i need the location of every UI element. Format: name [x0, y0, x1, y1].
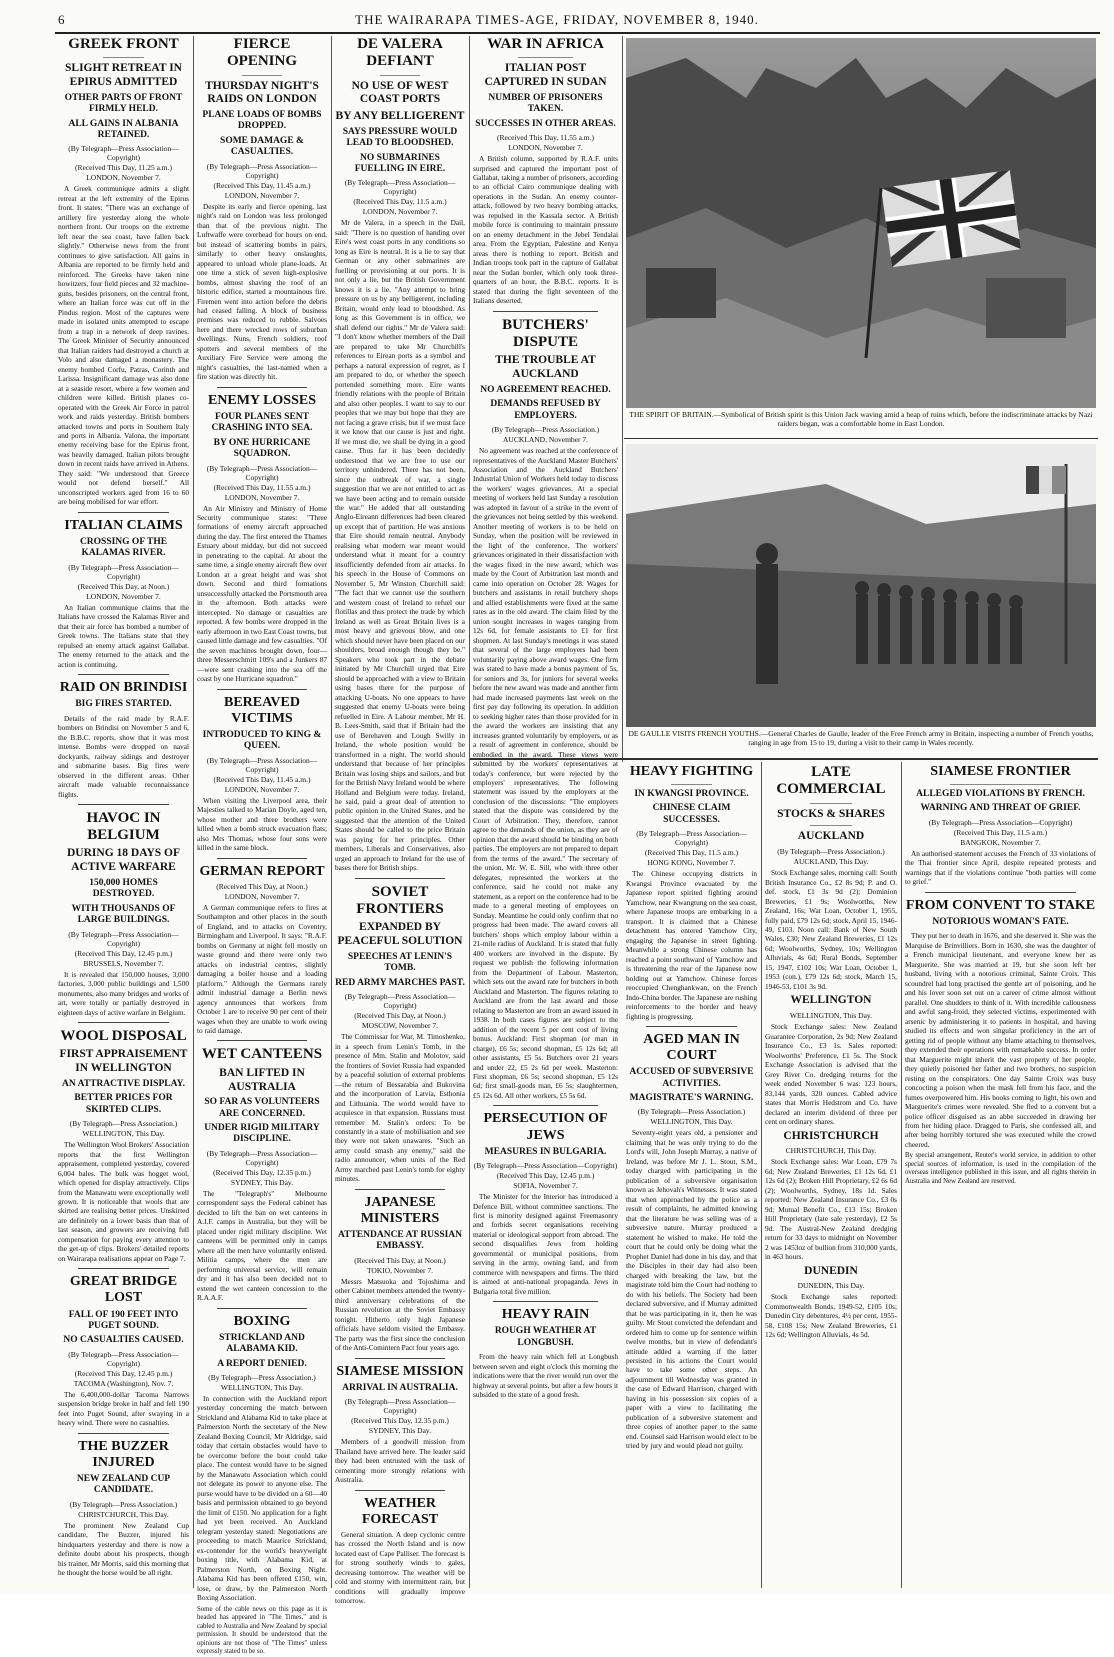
- section-heading: AUCKLAND: [797, 830, 865, 843]
- subheadline: NO CASUALTIES CAUSED.: [63, 1335, 184, 1346]
- article-body: Stock Exchange sales, morning call: South British Insurance Co., £2 8s 9d; P. and O. def. stock, £1 3s 9d (2); Dominion Breweries, £1 9s; Woolworths, New Zealand, 16s; War Loan, October 1, 1955, fully paid, £79 12s 6d; stock, April 15, 1946-49, £103. Noon call: Bank of New South Wales, £30; New Zealand Breweries, £1 12s 6d; Woolworths, Sydney, 10s; Wellington Alluvials, 4s 6d; Rural Bonds, September 15, 1947, £102 10s; War Loan, October 1, 1953 (con.), £79 12s 6d; stock, March 15, 1946-53, £101 3s 9d.: [765, 868, 897, 991]
- cable-notice: Some of the cable news on this page as it is headed has appeared in "The Times," and is cabled to Australia and New Zealand by special permission. It should be understood that the opinions are not those of "The Times" unless expressly stated to be so.: [197, 1605, 327, 1656]
- headline: HEAVY RAIN: [501, 1307, 590, 1323]
- dateline: (By Telegraph—Press Association—Copyright): [473, 1161, 618, 1171]
- section-heading: WELLINGTON: [790, 994, 872, 1007]
- dateline: AUCKLAND, November 7.: [503, 435, 588, 445]
- article-body: They put her to death in 1676, and she deserved it. She was the Marquise de Brinvilliers. Born in 1630, she was the daughter of a French municipal lieutenant, and everyone knew her as Marguerite. She was married at 19, but she soon left her husband, living with a notorious criminal, Sainte Croix. This scoundrel had long practised the gentle art of poisoning, and he and his lover soon set out on a career of crime almost without parallel. One shudders to think of it. With incredible callousness and awful sang-froid, they selected victims, experimented with arsenic by administering it to patients in hospital, and having studied its effects and won singular proficiency in the art of getting rid of people without any blame attaching to themselves, they extended their operations with remarkable success. In order that Marguerite might inherit the vast property of her people, they quietly poisoned her father and two brothers, no suspicion resting on the conspirators. One day Sainte Croix was busy concocting a poison when the mask fell from his face, and the fumes overpowered him. His books coming to light, his own and Marguerite's crimes were revealed. She fled to a convent but a police officer disguised as an abbe succeeded in drawing her from her hiding place. Dragged to Paris, she confessed all, and after being horribly tortured she was executed while the crowd cheered.: [905, 931, 1096, 1149]
- article-body: The Minister for the Interior has introduced a Defence Bill, without committee sanctions. The first is minority designed against Freemasonry and forbids secret organisations receiving material or ideological support from abroad. The second disqualifies Jews from holding governmental or municipal positions, from serving in the army, owning land, and from commerce with newspapers and firms. The third is aimed at anti-national propaganda. Jews in Bulgaria total five million.: [473, 1192, 618, 1296]
- dateline: (By Telegraph—Press Association.): [777, 847, 885, 857]
- divider: [470, 758, 1098, 760]
- article-fierce-opening: [197, 36, 327, 382]
- dateline: LONDON, November 7.: [86, 591, 161, 601]
- article-body: A German communique refers to fires at Southampton and other places in the south of England, and to attacks on Coventry, Birmingham and Liverpool. It says: "R.A.F. bombs on Germany at night fell mostly on waste ground and there were only two attacks on industrial centres, slightly damaging a boiler house and a loading platform." Although the Germans rarely admit industrial damage a Berlin news agency announces that workers from October 1 are to receive 90 per cent of their wages when they are unable to work owing to raid damage.: [197, 902, 327, 1035]
- dateline: (By Telegraph—Press Association—Copyright): [344, 992, 456, 1011]
- subheadline: RED ARMY MARCHES PAST.: [335, 977, 465, 988]
- article-body: From the heavy rain which fell at Longbush between seven and eight o'clock this morning the indications were that the river would run over the highway at several points, but after a few hours it subsided to the state of a good fresh.: [473, 1352, 618, 1400]
- headline: JAPANESE MINISTERS: [360, 1194, 440, 1226]
- article-bereaved-victims: [197, 695, 327, 853]
- article-siamese-mission: [335, 1364, 465, 1485]
- article-body: Mr de Valera, in a speech in the Dail, said: "There is no question of handing over Eire's west coast ports in any conditions so long as Eire is neutral. It is a lie to say that German or any other submarines are fuelling or provisioning at our ports. It is not only a lie, but the British Government knows it is a lie. "Any attempt to bring pressure on us by any belligerent, including Britain, would only lead to bloodshed. As long as this Government is in office, we shall defend our rights." Mr de Valera said: "I don't know whether members of the Dail are prepared to take Mr Churchill's references to Eirean ports as a symbol and perhaps a natural expression of regret, as I am prepared to do, or whether the speech portended something more. Eire wants friendly relations with the people of Britain and also other peoples. I want to say to our peoples that we may but hope that they are not facing a grave crisis, but if we must face it we know that our cause is just and right. If we must die, we shall be dying in a good cause. Thus far it has been decidedly understood that we are free to use our territory unhindered. There has not been, since the outbreak of war, a single suggestion that we are not entitled to act as we have been acting and to remain outside the war." He added that all outstanding Anglo-Eireann differences had been cleared up except that of partition. He was anxious that Eire should remain neutral. Anybody realising what modern war meant would understand what it meant for a country insufficiently defended from air attacks. In his speech in the House of Commons on November 5, Mr Winston Churchill said: "The fact that we cannot use the southern and western coast of Ireland to refuel our flotillas and thus protect the trade by which Ireland as well as Great Britain lives is a most heavy and grievous blow, and one which should never have been placed on our shoulders, broad enough though they be." Speakers who took part in the debate initiated by Mr Churchill urged that Eire should be approached with a view to Britain using bases there for the purpose of attacking U-boats. No one appears to have suggested that enemy U-boats were being refuelled in Eire. A Labour member, Mr H. B. Lees-Smith, said that if Britain had the use of Berehaven and Lough Swilly in Ireland, the whole position would be transformed in a night. The world should understand that because of her principles Britain was losing ships and sailors, and but for the British Navy Ireland would be where Holland and Belgium were today. Ireland, he said, paid a great deal of attention to public opinion in the United States, and he suggested that the attention of the United States should be called to the price Britain was paying for her principles. Other members, Liberals and Conservatives, also urged an approach to Ireland for the use of bases there for British ships.: [335, 218, 465, 873]
- dateline: (Received This Day, 11.45 a.m.): [213, 774, 311, 784]
- article-body: When visiting the Liverpool area, their Majesties talked to Marian Doyle, aged ten, whose mother and three brothers were killed when a bomb struck evacuation flats; also Mrs Thomas, whose four sons were killed in the same block.: [197, 795, 327, 853]
- dateline: DUNEDIN, This Day.: [797, 1281, 865, 1291]
- article-enemy-losses: [197, 393, 327, 684]
- dateline: (By Telegraph—Press Association.): [637, 1107, 746, 1117]
- column-7: [905, 764, 1096, 1588]
- article-great-bridge: [58, 1274, 189, 1427]
- headline: BEREAVED VICTIMS: [224, 694, 300, 726]
- subheadline: AN ATTRACTIVE DISPLAY.: [62, 1078, 185, 1089]
- dateline: (Received This Day, 12.35 p.m.): [213, 1167, 311, 1177]
- article-body: General situation. A deep cyclonic centre has crossed the North Island and is now located east of Cape Palliser. The forecast is for strong southerly winds to gales, decreasing tomorrow. The weather will be cold and stormy with intermittent rain, but conditions will gradually improve tomorrow.: [335, 1529, 465, 1606]
- subheadline: NO AGREEMENT REACHED.: [480, 384, 611, 395]
- article-body: An authorised statement accuses the French of 33 violations of the Thai frontier since April, despite repeated protests and warnings that if the violations continue "both parties will come to grief.": [905, 848, 1096, 887]
- dateline: (Received This Day, 11.25 a.m.): [75, 163, 172, 173]
- dateline: (By Telegraph—Press Association—Copyright): [68, 144, 179, 163]
- article-body: A British column, supported by R.A.F. units surprised and captured the important post of Gallabat, taking a number of prisoners, according to an official Cairo communique dealing with operations in the Sudan. An enemy counter-attack, followed by two heavy bombing attacks, was repulsed in the Kassala sector. A British mobile force is continuing to maintain pressure on an enemy detachment in the Jebel Tendalai area. From the Egyptian, Palestine and Kenya areas there is nothing to report. British and Indian troops took part in the capture of Gallabat near the Sudan border, which only took three-quarters of an hour, the B.B.C. reports. It is stated that during the fight seventeen of the Italians deserted.: [473, 154, 618, 306]
- article-aged-man: [626, 1032, 757, 1451]
- column-4: [473, 36, 618, 1588]
- masthead-title: THE WAIRARAPA TIMES-AGE, FRIDAY, NOVEMBER 8, 1940.: [355, 12, 759, 27]
- article-body: Despite its early and fierce opening, last night's raid on London was less prolonged than that of the previous night. The Luftwaffe were overhead for hours on end, but instead of scattering bombs in pairs, similarly to other heavy onslaughts, appeared to unload whole plane-loads. At one time a stick of seven high-explosive bombs, almost shaving the roof of an historic edifice, started a mountainous fire. Firemen went into action before the debris had ceased falling. A block of business premises was reduced to rubble. Salvoes here and there wrecked rows of suburban dwellings. Nuns, French soldiers, roof spotters and several members of the Auxiliary Fire Service were among the night's casualties, the last-named when a fire station was directly hit.: [197, 201, 327, 382]
- article-body: Stock Exchange sales: New Zealand Guarantee Corporation, 2s 9d; New Zealand Insurance Co., £3 1s. Sales reported: Woolworths' Preference, £1 5s. The Stock Exchange Association is advised that the Grey River Co. dredging returns for the week ended November 6 was: 123 hours, 83,144 yards, 320 ounces. Cabled advice states that Morris Hedstrom and Co. have declared an interim dividend of three per cent on ordinary shares.: [765, 1022, 897, 1127]
- column-2: [197, 36, 327, 1656]
- subheadline: FALL OF 190 FEET INTO PUGET SOUND.: [68, 1309, 179, 1331]
- article-late-commercial: [765, 764, 897, 1340]
- dateline: (By Telegraph—Press Association—Copyright): [68, 562, 179, 581]
- dateline: LONDON, November 7.: [224, 492, 300, 502]
- dateline: LONDON, November 7.: [508, 143, 583, 153]
- dateline: LONDON, November 7.: [224, 190, 300, 200]
- subheadline: FOUR PLANES SENT CRASHING INTO SEA.: [211, 411, 313, 434]
- dateline: SOFIA, November 7.: [513, 1181, 578, 1191]
- dateline: (By Telegraph—Press Association.): [69, 1499, 178, 1509]
- subheadline: DEMANDS REFUSED BY EMPLOYERS.: [490, 399, 601, 421]
- headline: SIAMESE MISSION: [336, 1363, 464, 1379]
- dateline: (Received This Day, 11.5 a.m.): [644, 848, 739, 858]
- dateline: BRUSSELS, November 7.: [83, 958, 164, 968]
- article-body: Stock Exchange sales: War Loan, £79 7s 6d; New Zealand Breweries, £1 12s 6d, £1 12s 6d (2); Broken Hill Proprietary, £2 6s 6d (2); Woolworths, Sydney, 18s 1d. Sales reported: New Zealand Insurance Co., £3 0s 9d; Mutual Benefit Co., £13 15s; Broken Hill Proprietary (late sale yesterday), £2 5s 9d. The Austral-New Zealand dredging return for 33 days to midnight on November 2 was 1453oz of bullion from 310,000 yards, in 463 hours.: [765, 1157, 897, 1262]
- headline: AGED MAN IN COURT: [643, 1032, 740, 1064]
- section-heading: CHRISTCHURCH: [783, 1129, 879, 1142]
- subheadline: ACCUSED OF SUBVERSIVE ACTIVITIES.: [629, 1067, 754, 1089]
- subheadline: EXPANDED BY PEACEFUL SOLUTION: [337, 921, 463, 948]
- dateline: SYDNEY, This Day.: [368, 1426, 432, 1436]
- column-1: [58, 36, 189, 1588]
- article-butchers-dispute: [473, 317, 618, 1101]
- dateline: (Received This Day, 11.5 a.m.): [353, 197, 447, 207]
- article-wet-canteens: [197, 1046, 327, 1302]
- dateline: (By Telegraph—Press Association—Copyright): [68, 1349, 179, 1368]
- article-body: The "Telegraph's" Melbourne correspondent says the Federal cabinet has decided to lift the ban on wet canteens in A.I.F. camps in Australia, but they will be placed under rigid military discipline. Wet canteens will be permitted only in camps where all the men have voluntarily enlisted. Militia camps, where the men are performing universal service, will remain dry and it has also been decided not to extend the wet canteen concession to the R.A.A.F.: [197, 1188, 327, 1303]
- column-rule: [761, 762, 762, 1588]
- subheadline: ITALIAN POST CAPTURED IN SUDAN: [484, 62, 607, 89]
- subheadline: BY ONE HURRICANE SQUADRON.: [213, 437, 311, 460]
- photo-caption: THE SPIRIT OF BRITAIN.—Symbolical of British spirit is this Union Jack waving amid a heap of ruins which, before the indiscriminate attacks by Nazi raiders began, was a comfortable home in East London.: [629, 410, 1093, 429]
- dateline: (Received This Day, 12.45 p.m.): [496, 1171, 595, 1181]
- subheadline: THURSDAY NIGHT'S RAIDS ON LONDON: [205, 79, 319, 106]
- article-heavy-fighting: [626, 764, 757, 1021]
- subheadline: OTHER PARTS OF FRONT FIRMLY HELD.: [64, 92, 183, 115]
- dateline: (Received This Day, 12.45 p.m.): [74, 948, 173, 958]
- subheadline: SLIGHT RETREAT IN EPIRUS ADMITTED: [65, 62, 182, 89]
- subheadline: ATTENDANCE AT RUSSIAN EMBASSY.: [337, 1230, 463, 1252]
- subheadline: 150,000 HOMES DESTROYED.: [89, 878, 158, 900]
- article-buzzer: [58, 1439, 189, 1578]
- dateline: SYDNEY, This Day.: [230, 1177, 294, 1187]
- article-body: The Wellington Wool Brokers' Association reports that the first Wellington appraisement, completed yesterday, covered 6,004 bales. The bulk was hogget wool, which opened for display attractively. Clips from the Manawatu were exceptionally well grown. It is noticeable that wools that are skirted are realising better prices. Unskirted are definitely on a lower basis than that of last season, and growers are receiving full compensation for paying every attention to the get-up of clips. Brokers' detailed reports on Wairarapa realisations appear on Page 7.: [58, 1140, 189, 1263]
- dateline: MOSCOW, November 7.: [362, 1021, 438, 1031]
- headline: LATE COMMERCIAL: [776, 764, 886, 798]
- headline: THE BUZZER INJURED: [78, 1438, 169, 1470]
- article-body: In connection with the Auckland report yesterday concerning the match between Strickland and Alabama Kid to take place at Palmerston North the secretary of the New Zealand Boxing Council, Mr Aldridge, said today that certain obstacles would have to be overcome before the bout could take place. The contest would have to be signed by the Manawatu Association which could not delegate its power to anyone else. The purse would have to be divided on a 60—40 basis and permission obtained to go beyond the limit of £150. No application for a fight had yet been received. An Auckland telegram yesterday stated: Negotiations are proceeding to match Maurice Strickland, ex-contender for the world's heavyweight boxing title, with Alabama Kid, at Palmerston North, on Boxing Night. Alabama Kid has been offered £150, win, lose, or draw, by the Palmerston North Boxing Association.: [197, 1393, 327, 1603]
- article-body: A Greek communique admits a slight retreat at the left extremity of the Epirus front. It states: "There was an exchange of artillery fire yesterday along the whole northern front. Our troops on the extreme left near the sea coast, have fallen back slightly." Otherwise news from the front continues to give satisfaction. All gains in Albania are reported to be firmly held and reinforced. The Greeks have taken nine howitzers, four field pieces and 32 machine-guns, besides prisoners, on the central front, where an Italian force was cut off in the Pindus region. Most of the captures were made in isolated units attempted to escape from a trap in a network of deep ravines. The Greek Minister of Security announced that Italian raiders had destroyed a church at Volo and also damaged a monastery. The enemy bombed Corfu, Patras, Corinth and Larissa. Insignificant damage was also done at a seaside resort, where a few women and children were killed. British planes co-operated with the Greek Air Force in patrol work and raids yesterday. British bombers attacked towns and ports in Southern Italy and ports in Albania. Valona, the important enemy receiving base for the Epirus front, was heavily damaged. Italian pilots brought down in recent raids have arrived in Athens. They said: "We understood that Greece would not defend herself." All unconscripted workers aged from 16 to 60 are being mobilised for war effort.: [58, 184, 189, 507]
- dateline: LONDON, November 7.: [224, 891, 300, 901]
- article-body: No agreement was reached at the conference of representatives of the Auckland Master Butchers' Association and the Auckland Butchers' Industrial Union of Workers held today to discuss the workers' wages grievances. At a special meeting of workers held last Sunday a resolution was adopted in favour of a strike in the event of the grievances not being settled by this weekend. Another meeting of workers is to be held on Sunday, when the position will be reviewed in the light of the conference. The workers' grievances originated in their dissatisfaction with the wages fixed in the new award, which was made by the Court of Arbitration last month and came into operation on October 28. Wages for butchers and assistants in retail butchery shops and allied establishments were fixed at the same rates as in the old award. The claim filed by the union sought increases in wages ranging from 12s 6d, for female assistants to £1 for first shopmen. At last Sunday's meetings it was stated that several of the large employers had been voluntarily paying above award wages. One firm was stated to have made a bonus payment of 5s, for seniors and 3s, for juniors for several weeks before the new award was made and another firm had made increased payments last week on the first pay day following its operation. In addition to seeking higher rates than those provided for in the award the workers are insisting that any increases granted voluntarily by employers, or as a result of agreement in conference, should be embodied in the award. These views were submitted by the workers' representatives at today's conference, but were rejected by the employers' representatives. The following statement was issued by the employers at the conclusion of the discussions: "The employers stated that the dispute was considered by the Court of Arbitration. They, therefore, cannot agree to the demands of the union, as they are of opinion that the award should be binding on both parties. The employers are not prepared to depart from the terms of the award." The secretary of the union, Mr. W. E. Sill, who with three other delegates, represented the workers at the conference, said he could not make any statement, as a report on the conference had to be made to a general meeting of employees on Sunday. Meantime he could only confirm that no progress had been made. The award covers all butchers' shops which employ labour within a 21-mile radius of Auckland. It is stated that fully 400 workers are involved in the dispute. By request we publish the following information from the Department of Labour. Masterton, which sets out the award rate for butchers in both Auckland and Masterton. The figures relating to Auckland are from the last award and those relating to Masterton are from an award issued in 1938. In both cases figures are subject to the addition of the recent 5 per cent cost of living bonus. Auckland: First shopman (or man in charge), £6 5s; second shopman, £5 12s 6d; all other assistants, £5 5s. Butchers over 21 years and under 22, £5 2s 6d per week. Masterton: First shopman, £6 5s; second shopman, £5 12s 6d; first small-goods man, £6 5s; slaughtermen, £5 12s 6d. All other workers, £5 5s 6d.: [473, 446, 618, 1100]
- subheadline: BIG FIRES STARTED.: [75, 699, 172, 710]
- dateline: TOKIO, November 7.: [366, 1265, 434, 1275]
- headline: ITALIAN CLAIMS: [64, 517, 183, 533]
- dateline: WELLINGTON, This Day.: [82, 1129, 165, 1139]
- dateline: CHRISTCHURCH, This Day.: [785, 1146, 877, 1156]
- subheadline: ROUGH WEATHER AT LONGBUSH.: [494, 1326, 597, 1348]
- dateline: (Received This Day, at Noon.): [354, 1011, 446, 1021]
- headline: GREEK FRONT: [68, 36, 179, 52]
- article-body: An Italian communique claims that the Italians have crossed the Kalamas River and that their air force has bombed a number of Greek towns. The Italians state that they repulsed an enemy attack against Gallabat. The enemy returned to the attack and the action is continuing.: [58, 602, 189, 669]
- headline: ENEMY LOSSES: [207, 392, 316, 408]
- dateline: LONDON, November 7.: [224, 784, 300, 794]
- photo-union-jack-ruins: [626, 38, 1096, 408]
- subheadline: BY ANY BELLIGERENT: [335, 110, 465, 123]
- subheadline: STOCKS & SHARES: [777, 807, 885, 820]
- dateline: (By Telegraph—Press Association.): [491, 425, 600, 435]
- column-6: [765, 764, 897, 1588]
- dateline: LONDON, November 7.: [86, 173, 161, 183]
- headline: BOXING: [233, 1313, 291, 1329]
- masthead-rule: [55, 32, 1100, 34]
- dateline: (Received This Day, at Noon.): [354, 1255, 446, 1265]
- article-body: Stock Exchange sales reported: Commonwealth Bonds, 1949-52, £105 10s; Dunedin City debentures, 4½ per cent, 1955-58, £108 15s; New Zealand Breweries, £1 12s 6d; Wellington Alluvials, 4s 5d.: [765, 1292, 897, 1340]
- headline: SIAMESE FRONTIER: [930, 764, 1071, 779]
- article-convent-to-stake: [905, 898, 1096, 1187]
- article-body: It is revealed that 150,000 houses, 3,000 factories, 3,000 public buildings and 1,500 monuments, also many bridges and works of art, were totally or partially destroyed in eighteen days of active warfare in Belgium.: [58, 969, 189, 1017]
- dateline: WELLINGTON, This Day.: [220, 1382, 304, 1392]
- dateline: (Received This Day, 11.55 a.m.): [213, 482, 311, 492]
- reuters-notice: By special arrangement, Reuter's world service, in addition to other special sources of information, is used in the compilation of the overseas intelligence published in this issue, and all rights therein in Australia and New Zealand are reserved.: [905, 1152, 1096, 1185]
- ruins-flag-image: [626, 38, 1096, 408]
- article-body: Members of a goodwill mission from Thailand have arrived here. The leader said they had been entrusted with the task of cementing more strongly relations with Australia.: [335, 1437, 465, 1485]
- article-siamese-frontier: [905, 764, 1096, 887]
- dateline: (Received This Day, 12.45 p.m.): [74, 1368, 173, 1378]
- column-rule: [901, 762, 902, 1588]
- dateline: (By Telegraph—Press Association—Copyright): [68, 929, 179, 948]
- subheadline: MAGISTRATE'S WARNING.: [629, 1092, 754, 1103]
- column-rule: [469, 36, 470, 1588]
- headline: RAID ON BRINDISI: [59, 680, 188, 696]
- article-body: The prominent New Zealand Cup candidate, The Buzzer, injured his hindquarters yesterday and there is now a definite doubt about his prospects, though his trainer, Mr Morris, said this morning that he thought the horse would be all right.: [58, 1520, 189, 1578]
- subheadline: UNDER RIGID MILITARY DISCIPLINE.: [204, 1123, 320, 1145]
- article-war-in-africa: [473, 36, 618, 306]
- subheadline: THE TROUBLE AT AUCKLAND: [495, 354, 596, 381]
- headline: HAVOC IN BELGIUM: [86, 809, 161, 844]
- article-body: An Air Ministry and Ministry of Home Security communique states: "Three formations of enemy aircraft approached during the day. The first entered the Thames Estuary about midday, but did not succeed in penetrating to the capital. At about the same time, a single enemy aircraft flew over London at a great height and was shot down. Second and third formations unsuccessfully attacked the Portsmouth area in the afternoon. Both attacks were intercepted. No damage or casualties are reported. A few bombs were dropped in the early afternoon in two East Coast towns, but caused little damage and few casualties. "Of the seven machines brought down, four—three Messerschmitt 109's and a Junkers 87—were sent crashing into the sea off the coast by one Hurricane squadron.": [197, 503, 327, 684]
- article-weather-forecast: [335, 1496, 465, 1606]
- article-german-report: [197, 864, 327, 1036]
- photo-de-gaulle-youths: [626, 444, 1096, 727]
- subheadline: CROSSING OF THE KALAMAS RIVER.: [79, 536, 168, 559]
- article-body: Messrs Matsuoka and Tojoshima and other Cabinet members attended the twenty-third anniversary celebrations of the Russian revolution at the Soviet Embassy tonight. Hitherto only high Japanese officials have seldom visited the Embassy. The party was the first since the conclusion of the Anti-Comintern Pact four years ago.: [335, 1276, 465, 1353]
- subheadline: NUMBER OF PRISONERS TAKEN.: [488, 92, 603, 115]
- headline: GREAT BRIDGE LOST: [69, 1274, 178, 1306]
- column-5: [626, 764, 757, 1588]
- dateline: WELLINGTON, This Day.: [650, 1117, 733, 1127]
- headline: DE VALERA DEFIANT: [357, 36, 443, 70]
- subheadline: STRICKLAND AND ALABAMA KID.: [219, 1332, 305, 1355]
- dateline: (By Telegraph—Press Association—Copyright): [206, 161, 318, 180]
- article-boxing: [197, 1314, 327, 1603]
- column-rule: [622, 36, 623, 762]
- subheadline: WARNING AND THREAT OF GRIEF.: [920, 803, 1081, 814]
- dateline: (By Telegraph—Press Association.): [208, 1372, 316, 1382]
- subheadline: WITH THOUSANDS OF LARGE BUILDINGS.: [71, 903, 176, 926]
- article-greek-front: [58, 36, 189, 507]
- inspection-image: [626, 444, 1096, 727]
- dateline: (Received This Day, at Noon.): [216, 881, 308, 891]
- page-number: 6: [58, 12, 65, 27]
- headline: WAR IN AFRICA: [487, 36, 604, 52]
- headline: FROM CONVENT TO STAKE: [905, 897, 1096, 913]
- dateline: TACOMA (Washington), Nov. 7.: [73, 1378, 174, 1388]
- divider: [624, 438, 1098, 439]
- subheadline: CHINESE CLAIM SUCCESSES.: [652, 803, 731, 825]
- dateline: (By Telegraph—Press Association.): [69, 1119, 178, 1129]
- article-body: The Chinese occupying districts in Kwangsi Province evacuated by the Japanese report spirited fighting around Yamchow, near Kwangtung on the sea coast, where Japanese troops are embarking in a transport. It is claimed that a Chinese detachment has entered Yamchow City, engaging the Japanese in street fighting. Meanwhile a strong Chinese column has reached a point southward of Yamchow and is threatening the rear of the Japanese now holding out at Yamchow. Chinese forces reoccupied Chenghankwan, on the French Indo-China border. The Japanese are rushing reinforcements to the border and heavy fighting is progressing.: [626, 869, 757, 1021]
- dateline: (Received This Day, at Noon.): [77, 581, 170, 591]
- subheadline: BETTER PRICES FOR SKIRTED CLIPS.: [74, 1093, 173, 1115]
- column-rule: [331, 36, 332, 1588]
- subheadline: SO FAR AS VOLUNTEERS ARE CONCERNED.: [204, 1097, 320, 1119]
- dateline: (By Telegraph—Press Association—Copyright): [344, 178, 456, 197]
- dateline: (By Telegraph—Press Association—Copyright): [206, 755, 318, 774]
- dateline: LONDON, November 7.: [362, 207, 438, 217]
- subheadline: NO USE OF WEST COAST PORTS: [351, 79, 449, 106]
- article-italian-claims: [58, 518, 189, 669]
- article-body: The Commissar for War, M. Timoshenko, in a speech from Lenin's Tomb, in the presence of Mm. Stalin and Molotov, said the frontiers of Soviet Russia had expanded by a peaceful solution of external problems—the return of Bessarabia and Bukovina and the incorporation of Latvia, Esthonia and Lithuania. The world would have to acquiesce in that expansion. Russians must remember M. Stalin's orders: To be constantly in a state of mobilisation and see they were not taken unawares. "Such an army could smash any enemy," said the radio announcer, when units of the Red Army marched past Lenin's tomb for eighty minutes.: [335, 1032, 465, 1184]
- photo-caption: DE GAULLE VISITS FRENCH YOUTHS.—General Charles de Gaulle, leader of the Free French army in Britain, inspecting a number of French youths, ranging in age from 15 to 19, during a visit to their camp in Wales recently.: [628, 729, 1094, 748]
- dateline: (By Telegraph—Press Association—Copyright): [928, 817, 1073, 827]
- dateline: (By Telegraph—Press Association—Copyright): [344, 1397, 456, 1416]
- subheadline: IN KWANGSI PROVINCE.: [634, 789, 749, 800]
- article-body: Seventy-eight years old, a pensioner and claiming that he was only trying to do the Lord's will, John Joseph Murray, a native of Ireland, was before Mr J. L. Stout, S.M., today charged with participating in the publication of a subversive organisation known as Jehovah's Witnesses. It was stated that when approached by the police as a result of complaints, he admitted knowing that the literature he was selling was of a subversive nature. Murray produced a statement he wished to make. He told the court that he could only be doing what the Prophet Daniel had done in his day, and that the Disciples in their day had also been charged with breaking the law, but the magistrate told him the Court had nothing to do with his beliefs. The Society had been declared subversive, and if Murray admitted that he was participating in it, then he was guilty. Mr Stout convicted the defendant and ordered him to come up for sentence within twelve months, but in view of defendant's attitude added a warning if the latter persisted in his actions the Court would have to take some other steps. An adjournment till Wednesday was granted in the case of Edward Harrison, charged with having in his possession six copies of a paper with a view to facilitating the publication of a subversive statement and three copies of another paper to the same end. Counsel said Harrison would elect to be tried by jury and would plead not guilty.: [626, 1128, 757, 1451]
- article-raid-brindisi: [58, 680, 189, 799]
- article-havoc-belgium: [58, 810, 189, 1017]
- article-persecution-jews: [473, 1111, 618, 1296]
- subheadline: BAN LIFTED IN AUSTRALIA: [219, 1066, 305, 1093]
- dateline: (By Telegraph—Press Association—Copyright): [206, 1148, 318, 1167]
- section-heading: DUNEDIN: [804, 1264, 858, 1277]
- article-wool-disposal: [58, 1028, 189, 1263]
- subheadline: FIRST APPRAISEMENT IN WELLINGTON: [59, 1048, 188, 1075]
- article-japanese-ministers: [335, 1195, 465, 1353]
- subheadline: SPEECHES AT LENIN'S TOMB.: [347, 951, 453, 974]
- column-3: [335, 36, 465, 1606]
- headline: WEATHER FORECAST: [361, 1495, 439, 1527]
- subheadline: MEASURES IN BULGARIA.: [484, 1146, 607, 1157]
- subheadline: NEW ZEALAND CUP CANDIDATE.: [76, 1473, 171, 1496]
- headline: WET CANTEENS: [201, 1046, 323, 1063]
- column-rule: [193, 36, 194, 1588]
- subheadline: SUCCESSES IN OTHER AREAS.: [475, 118, 616, 129]
- headline: BUTCHERS' DISPUTE: [502, 316, 589, 351]
- headline: PERSECUTION OF JEWS: [483, 1111, 608, 1143]
- subheadline: ALLEGED VIOLATIONS BY FRENCH.: [916, 789, 1085, 800]
- subheadline: SOME DAMAGE & CASUALTIES.: [220, 135, 304, 158]
- headline: SOVIET FRONTIERS: [356, 883, 444, 918]
- masthead: [0, 6, 1114, 32]
- subheadline: ALL GAINS IN ALBANIA RETAINED.: [68, 118, 179, 141]
- dateline: (Received This Day, 11.5 a.m.): [953, 827, 1048, 837]
- subheadline: INTRODUCED TO KING & QUEEN.: [202, 729, 322, 752]
- article-heavy-rain: [473, 1307, 618, 1399]
- article-soviet-frontiers: [335, 884, 465, 1184]
- subheadline: DURING 18 DAYS OF ACTIVE WARFARE: [67, 847, 180, 874]
- dateline: HONG KONG, November 7.: [647, 858, 736, 868]
- subheadline: ARRIVAL IN AUSTRALIA.: [342, 1382, 458, 1393]
- subheadline: A REPORT DENIED.: [217, 1358, 307, 1369]
- dateline: (By Telegraph—Press Association—Copyright): [636, 829, 747, 848]
- dateline: WELLINGTON, This Day.: [789, 1011, 873, 1021]
- headline: WOOL DISPOSAL: [60, 1028, 187, 1045]
- dateline: (Received This Day, 11.55 a.m.): [497, 133, 594, 143]
- subheadline: PLANE LOADS OF BOMBS DROPPED.: [202, 110, 322, 132]
- article-body: The 6,400,000-dollar Tacoma Narrows suspension bridge broke in half and fell 190 feet into Puget Sound, after swaying in a heavy wind. There were no casualties.: [58, 1389, 189, 1428]
- headline: FIERCE OPENING: [226, 36, 297, 70]
- dateline: (Received This Day, 11.45 a.m.): [213, 180, 311, 190]
- article-de-valera: [335, 36, 465, 873]
- subheadline: NOTORIOUS WOMAN'S FATE.: [932, 916, 1069, 927]
- dateline: (Received This Day, 12.35 p.m.): [351, 1416, 449, 1426]
- subheadline: NO SUBMARINES FUELLING IN EIRE.: [354, 152, 446, 175]
- dateline: AUCKLAND, This Day.: [793, 857, 869, 867]
- headline: GERMAN REPORT: [199, 863, 325, 879]
- subheadline: SAYS PRESSURE WOULD LEAD TO BLOODSHED.: [342, 126, 458, 149]
- dateline: (By Telegraph—Press Association—Copyright): [206, 463, 318, 482]
- headline: HEAVY FIGHTING: [629, 764, 754, 779]
- dateline: BANGKOK, November 7.: [960, 837, 1041, 847]
- article-body: Details of the raid made by R.A.F. bombers on Brindisi on November 5 and 6, the B.B.C. reports, show that it was most intense. Bombs were dropped on naval dockyards, railway sidings and destroyer and submarine bases. Big fires were observed in the different areas. Other aircraft made valuable reconnaissance flights.: [58, 713, 189, 799]
- dateline: CHRISTCHURCH, This Day.: [78, 1509, 169, 1519]
